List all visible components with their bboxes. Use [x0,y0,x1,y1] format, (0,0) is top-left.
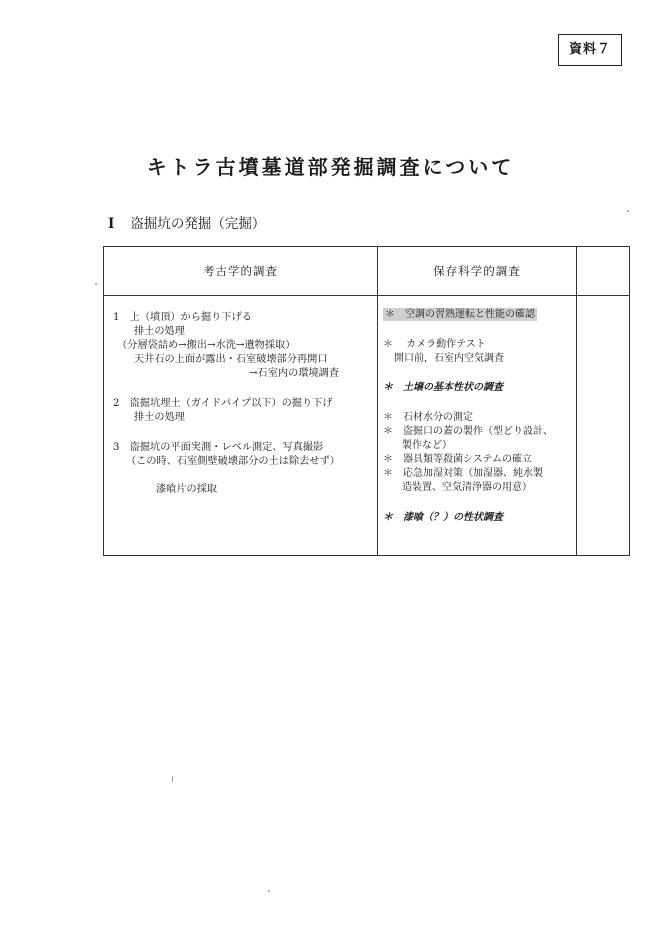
scan-speck [268,890,270,892]
list-item: 製作など） [402,440,452,451]
list-item: 排土の処理 [134,412,185,423]
list-item: （この時、石室側壁破壊部分の土は除去せず） [126,456,340,467]
list-item: ＊ 石材水分の測定 [383,412,473,423]
list-item: 開口前，石室内空気調査 [394,353,504,364]
scan-speck [95,283,97,285]
list-item: →石室内の環境調査 [249,368,340,379]
list-item: （分層袋詰め→搬出→水洗→遺物採取） [117,340,296,351]
blank-cell [577,296,630,556]
header-archaeology: 考古学的調査 [104,247,378,296]
list-item: 漆喰片の採取 [156,484,218,495]
highlighted-item: ＊ 空調の習熟運転と性能の確認 [385,309,535,320]
list-item: ＊ 盗掘口の蓋の製作（型どり設計、 [383,426,553,437]
list-item: ＊ カメラ動作テスト [383,339,486,350]
list-item: 1 上（墳頂）から掘り下げる [113,312,252,323]
survey-table [103,246,630,556]
conservation-cell [378,296,577,556]
list-item: ＊ 器具類等殺菌システムの確立 [383,454,532,465]
section-heading [108,212,265,232]
header-blank [577,247,630,296]
list-item: ＊ 漆喰（？）の性状調査 [383,512,503,523]
list-item: 天井石の上面が露出・石室破壊部分再開口 [134,354,328,365]
list-item: 3 盗掘坑の平面実測・レベル測定、写真撮影 [113,442,324,453]
page-title: キトラ古墳墓道部発掘調査について [146,155,515,179]
document-label: 資料７ [558,34,622,66]
section-number: Ⅰ [108,216,115,232]
table-header-row [104,247,630,296]
list-item [383,308,537,321]
list-item: ＊ 土壌の基本性状の調査 [383,382,503,393]
list-item: 排土の処理 [134,326,185,337]
table-body-row [104,296,630,556]
list-item: ＊ 応急加湿対策（加湿器、純水製 [383,468,543,479]
section-title: 盗掘坑の発掘（完掘） [130,216,266,232]
scan-speck [627,210,629,212]
archaeology-cell [104,296,378,556]
list-item: 2 盗掘坑埋土（ガイドパイプ以下）の掘り下げ [113,398,333,409]
scan-speck [172,776,173,782]
header-conservation: 保存科学的調査 [378,247,577,296]
list-item: 造装置、空気清浄器の用意） [402,482,532,493]
